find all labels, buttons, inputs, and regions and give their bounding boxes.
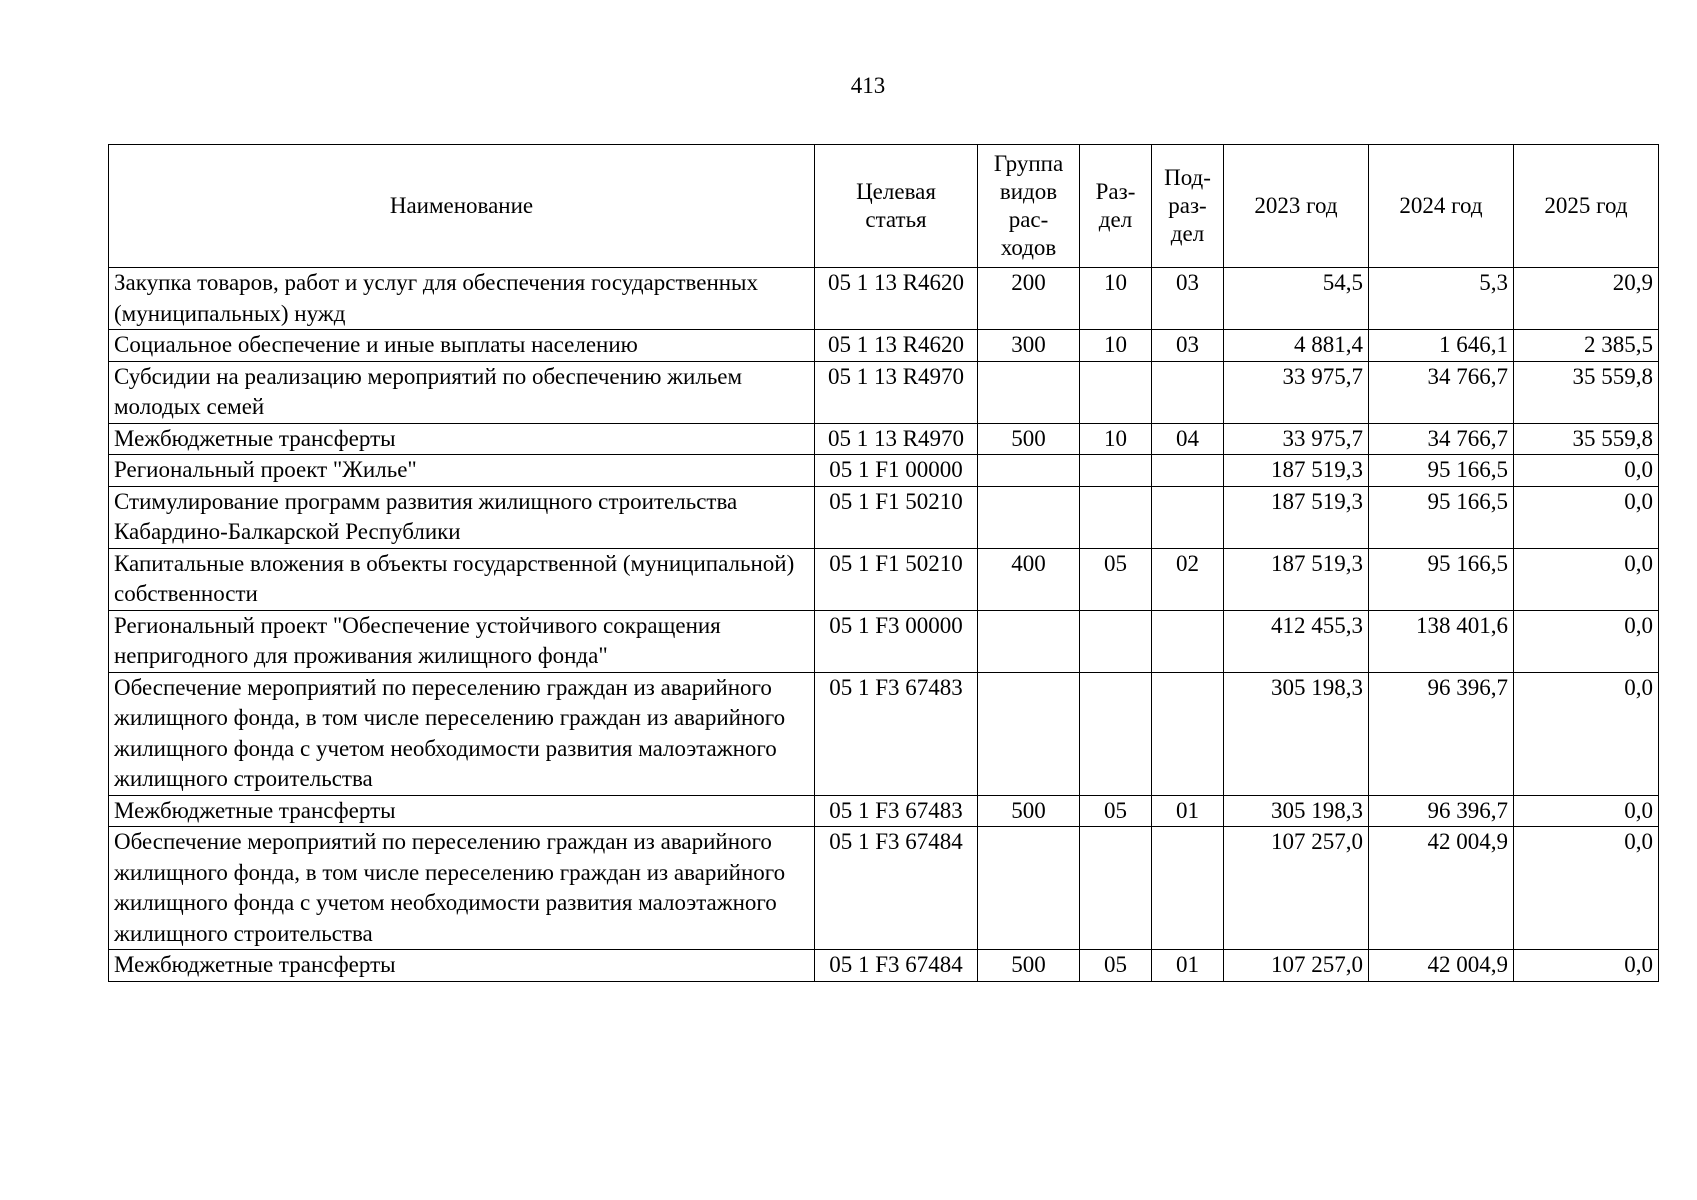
cell-target-article: 05 1 F3 67484 bbox=[815, 950, 978, 982]
cell-name: Капитальные вложения в объекты государственной (муниципальной) собственности bbox=[109, 548, 815, 610]
cell-section bbox=[1080, 827, 1152, 950]
cell-expense-group: 500 bbox=[978, 795, 1080, 827]
header-subsection: Под-раз-дел bbox=[1152, 145, 1224, 268]
cell-year-2024: 96 396,7 bbox=[1369, 795, 1514, 827]
cell-target-article: 05 1 13 R4970 bbox=[815, 361, 978, 423]
header-year-2023: 2023 год bbox=[1224, 145, 1369, 268]
cell-year-2024: 34 766,7 bbox=[1369, 361, 1514, 423]
cell-subsection bbox=[1152, 827, 1224, 950]
cell-year-2025: 0,0 bbox=[1514, 455, 1659, 487]
table-row bbox=[109, 423, 1659, 455]
cell-year-2024: 34 766,7 bbox=[1369, 423, 1514, 455]
cell-year-2023: 33 975,7 bbox=[1224, 423, 1369, 455]
table-row bbox=[109, 455, 1659, 487]
cell-year-2025: 0,0 bbox=[1514, 795, 1659, 827]
cell-year-2025: 20,9 bbox=[1514, 268, 1659, 330]
header-target-article: Целевая статья bbox=[815, 145, 978, 268]
cell-target-article: 05 1 F3 67483 bbox=[815, 672, 978, 795]
cell-section bbox=[1080, 486, 1152, 548]
cell-year-2024: 96 396,7 bbox=[1369, 672, 1514, 795]
table-row bbox=[109, 827, 1659, 950]
cell-target-article: 05 1 F3 67483 bbox=[815, 795, 978, 827]
cell-name: Обеспечение мероприятий по переселению граждан из аварийного жилищного фонда, в том числе переселению граждан из аварийного жилищного фонда с учетом необходимости развития малоэтажного жилищного строительства bbox=[109, 827, 815, 950]
cell-year-2024: 95 166,5 bbox=[1369, 455, 1514, 487]
cell-year-2023: 107 257,0 bbox=[1224, 827, 1369, 950]
cell-subsection: 04 bbox=[1152, 423, 1224, 455]
cell-year-2024: 5,3 bbox=[1369, 268, 1514, 330]
cell-year-2023: 412 455,3 bbox=[1224, 610, 1369, 672]
table-row bbox=[109, 268, 1659, 330]
cell-year-2023: 305 198,3 bbox=[1224, 672, 1369, 795]
cell-section: 05 bbox=[1080, 950, 1152, 982]
table-row bbox=[109, 486, 1659, 548]
cell-expense-group: 500 bbox=[978, 950, 1080, 982]
table-row bbox=[109, 610, 1659, 672]
cell-name: Стимулирование программ развития жилищного строительства Кабардино-Балкарской Республики bbox=[109, 486, 815, 548]
cell-expense-group: 200 bbox=[978, 268, 1080, 330]
cell-name: Закупка товаров, работ и услуг для обеспечения государственных (муниципальных) нужд bbox=[109, 268, 815, 330]
header-expense-group: Группа видов рас-ходов bbox=[978, 145, 1080, 268]
table-row bbox=[109, 795, 1659, 827]
table-row bbox=[109, 950, 1659, 982]
cell-section bbox=[1080, 672, 1152, 795]
cell-target-article: 05 1 F1 50210 bbox=[815, 486, 978, 548]
table-header-row bbox=[109, 145, 1659, 268]
header-year-2024: 2024 год bbox=[1369, 145, 1514, 268]
cell-year-2024: 1 646,1 bbox=[1369, 330, 1514, 362]
cell-target-article: 05 1 F3 67484 bbox=[815, 827, 978, 950]
cell-year-2023: 187 519,3 bbox=[1224, 455, 1369, 487]
cell-section bbox=[1080, 361, 1152, 423]
page-number: 413 bbox=[850, 73, 886, 98]
cell-expense-group bbox=[978, 672, 1080, 795]
cell-name: Межбюджетные трансферты bbox=[109, 423, 815, 455]
cell-subsection: 03 bbox=[1152, 330, 1224, 362]
cell-year-2024: 95 166,5 bbox=[1369, 548, 1514, 610]
cell-year-2023: 4 881,4 bbox=[1224, 330, 1369, 362]
cell-year-2024: 42 004,9 bbox=[1369, 950, 1514, 982]
cell-year-2025: 35 559,8 bbox=[1514, 361, 1659, 423]
cell-section: 05 bbox=[1080, 548, 1152, 610]
cell-year-2023: 187 519,3 bbox=[1224, 548, 1369, 610]
cell-name: Социальное обеспечение и иные выплаты населению bbox=[109, 330, 815, 362]
cell-expense-group bbox=[978, 361, 1080, 423]
cell-name: Обеспечение мероприятий по переселению граждан из аварийного жилищного фонда, в том числе переселению граждан из аварийного жилищного фонда с учетом необходимости развития малоэтажного жилищного строительства bbox=[109, 672, 815, 795]
cell-year-2025: 0,0 bbox=[1514, 548, 1659, 610]
cell-target-article: 05 1 F1 50210 bbox=[815, 548, 978, 610]
cell-expense-group: 400 bbox=[978, 548, 1080, 610]
cell-year-2023: 187 519,3 bbox=[1224, 486, 1369, 548]
cell-name: Региональный проект "Жилье" bbox=[109, 455, 815, 487]
cell-year-2025: 2 385,5 bbox=[1514, 330, 1659, 362]
cell-name: Межбюджетные трансферты bbox=[109, 950, 815, 982]
cell-name: Субсидии на реализацию мероприятий по обеспечению жильем молодых семей bbox=[109, 361, 815, 423]
budget-table bbox=[108, 144, 1659, 982]
cell-year-2023: 305 198,3 bbox=[1224, 795, 1369, 827]
cell-name: Региональный проект "Обеспечение устойчивого сокращения непригодного для проживания жилищного фонда" bbox=[109, 610, 815, 672]
cell-subsection bbox=[1152, 610, 1224, 672]
cell-year-2023: 33 975,7 bbox=[1224, 361, 1369, 423]
cell-year-2023: 107 257,0 bbox=[1224, 950, 1369, 982]
cell-section bbox=[1080, 610, 1152, 672]
cell-year-2023: 54,5 bbox=[1224, 268, 1369, 330]
cell-target-article: 05 1 13 R4620 bbox=[815, 268, 978, 330]
cell-section bbox=[1080, 455, 1152, 487]
cell-subsection: 01 bbox=[1152, 795, 1224, 827]
cell-expense-group bbox=[978, 827, 1080, 950]
cell-expense-group bbox=[978, 486, 1080, 548]
cell-section: 10 bbox=[1080, 268, 1152, 330]
cell-subsection bbox=[1152, 486, 1224, 548]
cell-expense-group: 500 bbox=[978, 423, 1080, 455]
cell-subsection: 02 bbox=[1152, 548, 1224, 610]
cell-target-article: 05 1 F3 00000 bbox=[815, 610, 978, 672]
cell-section: 05 bbox=[1080, 795, 1152, 827]
cell-subsection bbox=[1152, 672, 1224, 795]
cell-subsection: 03 bbox=[1152, 268, 1224, 330]
table-row bbox=[109, 361, 1659, 423]
table-row bbox=[109, 330, 1659, 362]
cell-subsection bbox=[1152, 361, 1224, 423]
cell-year-2025: 0,0 bbox=[1514, 486, 1659, 548]
header-section: Раз-дел bbox=[1080, 145, 1152, 268]
cell-subsection bbox=[1152, 455, 1224, 487]
cell-target-article: 05 1 13 R4970 bbox=[815, 423, 978, 455]
cell-expense-group bbox=[978, 455, 1080, 487]
header-year-2025: 2025 год bbox=[1514, 145, 1659, 268]
cell-year-2025: 35 559,8 bbox=[1514, 423, 1659, 455]
cell-section: 10 bbox=[1080, 423, 1152, 455]
table-row bbox=[109, 672, 1659, 795]
header-name: Наименование bbox=[109, 145, 815, 268]
cell-year-2025: 0,0 bbox=[1514, 610, 1659, 672]
cell-target-article: 05 1 F1 00000 bbox=[815, 455, 978, 487]
cell-target-article: 05 1 13 R4620 bbox=[815, 330, 978, 362]
table-body bbox=[109, 268, 1659, 982]
cell-year-2024: 95 166,5 bbox=[1369, 486, 1514, 548]
table-row bbox=[109, 548, 1659, 610]
cell-section: 10 bbox=[1080, 330, 1152, 362]
cell-year-2025: 0,0 bbox=[1514, 950, 1659, 982]
cell-year-2024: 42 004,9 bbox=[1369, 827, 1514, 950]
cell-name: Межбюджетные трансферты bbox=[109, 795, 815, 827]
cell-expense-group bbox=[978, 610, 1080, 672]
cell-year-2025: 0,0 bbox=[1514, 672, 1659, 795]
cell-year-2025: 0,0 bbox=[1514, 827, 1659, 950]
cell-subsection: 01 bbox=[1152, 950, 1224, 982]
cell-expense-group: 300 bbox=[978, 330, 1080, 362]
cell-year-2024: 138 401,6 bbox=[1369, 610, 1514, 672]
